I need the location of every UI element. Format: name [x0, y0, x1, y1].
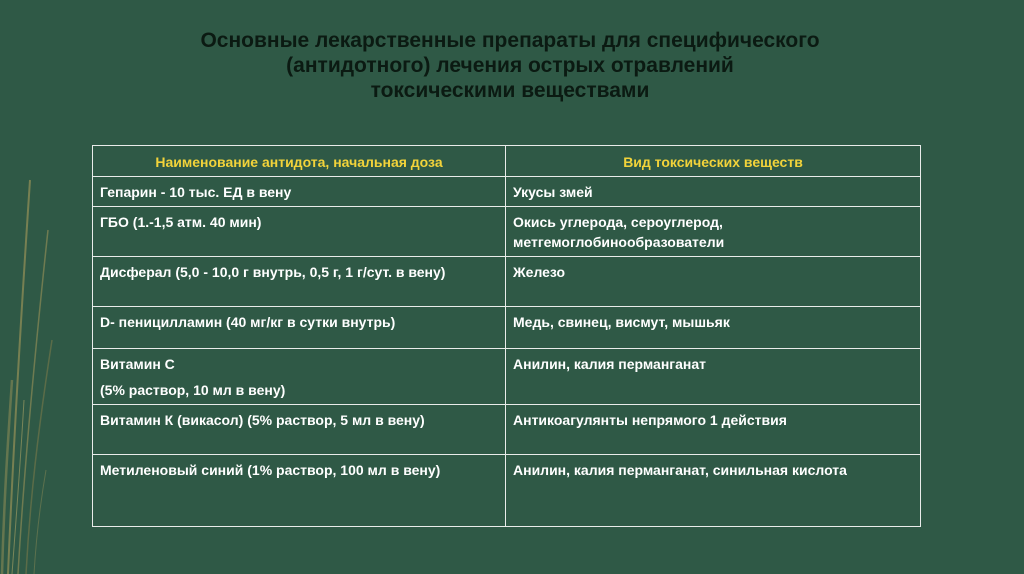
table-row — [93, 257, 921, 307]
decor-line — [8, 180, 30, 574]
cell-substances: Медь, свинец, висмут, мышьяк — [506, 307, 921, 349]
title-line-1: Основные лекарственные препараты для специфического — [200, 29, 820, 52]
cell-substances: Окись углерода, сероуглерод, метгемоглобинообразователи — [506, 207, 921, 257]
table-row — [93, 405, 921, 455]
cell-antidote: Гепарин - 10 тыс. ЕД в вену — [93, 177, 506, 207]
cell-substances: Железо — [506, 257, 921, 307]
cell-antidote: Витамин К (викасол) (5% раствор, 5 мл в вену) — [93, 405, 506, 455]
cell-substances: Анилин, калия перманганат — [506, 349, 921, 405]
cell-substances: Анилин, калия перманганат, синильная кислота — [506, 455, 921, 527]
decor-line — [34, 470, 46, 574]
cell-antidote: D- пеницилламин (40 мг/кг в сутки внутрь) — [93, 307, 506, 349]
table-row — [93, 349, 921, 405]
antidote-table — [92, 145, 921, 527]
cell-antidote: Метиленовый синий (1% раствор, 100 мл в вену) — [93, 455, 506, 527]
cell-antidote: Дисферал (5,0 - 10,0 г внутрь, 0,5 г, 1 г/сут. в вену) — [93, 257, 506, 307]
antidote-name: Витамин С — [100, 356, 175, 372]
table-row — [93, 307, 921, 349]
decor-line — [26, 340, 52, 574]
title-line-3: токсическими веществами — [370, 79, 650, 102]
cell-substances: Укусы змей — [506, 177, 921, 207]
title-line-2: (антидотного) лечения острых отравлений — [286, 54, 734, 77]
cell-antidote: ГБО (1.-1,5 атм. 40 мин) — [93, 207, 506, 257]
cell-substances: Антикоагулянты непрямого 1 действия — [506, 405, 921, 455]
decorative-reed-lines — [0, 0, 70, 574]
table-row — [93, 455, 921, 527]
table-header-row — [93, 146, 921, 177]
header-substances: Вид токсических веществ — [506, 146, 921, 177]
table-row — [93, 207, 921, 257]
decor-line — [12, 400, 24, 574]
decor-line — [2, 380, 12, 574]
cell-antidote — [93, 349, 506, 405]
antidote-dose: (5% раствор, 10 мл в вену) — [100, 382, 286, 398]
slide-title — [100, 28, 920, 103]
table-row — [93, 177, 921, 207]
header-antidote: Наименование антидота, начальная доза — [93, 146, 506, 177]
